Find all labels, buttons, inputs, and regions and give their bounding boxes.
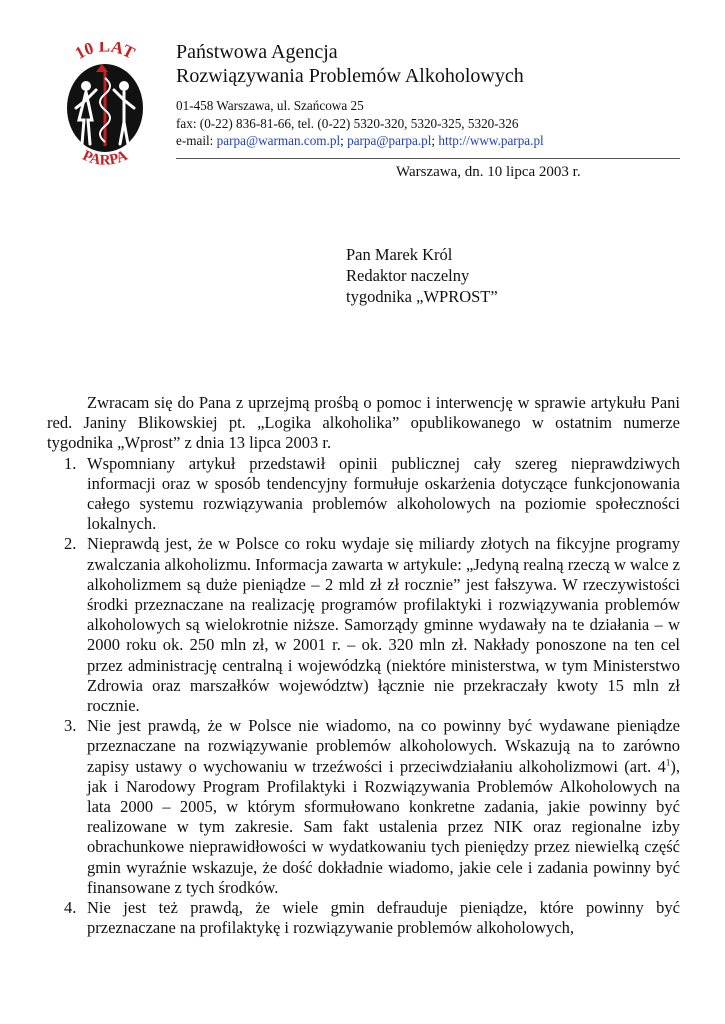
- addressee-block: [346, 244, 498, 307]
- item-number: 4.: [64, 898, 77, 918]
- addressee-publication: tygodnika „WPROST”: [346, 287, 498, 306]
- website-link[interactable]: http://www.parpa.pl: [438, 133, 544, 148]
- item-number: 1.: [64, 453, 77, 473]
- org-line-1: Państwowa Agencja: [176, 41, 338, 63]
- letter-date: Warszawa, dn. 10 lipca 2003 r.: [396, 164, 581, 180]
- item-number: 2.: [64, 534, 77, 554]
- logo-top-text: 10 LAT: [71, 42, 138, 63]
- address: 01-458 Warszawa, ul. Szańcowa 25: [176, 98, 364, 113]
- list-item: [47, 454, 680, 535]
- email-link-parpa[interactable]: parpa@parpa.pl: [347, 133, 432, 148]
- item-text-part-2: ), jak i Narodowy Program Profilaktyki i Rozwiązywania Problemów Alkoholowych na lata 2000 – 2005, w którym sformułowano konkretne zadania, jakie powinny być realizowane w tym zakresie. Sam fakt ustalenia przez NIK oraz regionalne izby obrachunkowe nieprawidłowości w wydatkowaniu tych pieniędzy przez niewielką część gmin wyraźnie wskazuje, że dość dokładnie wiadomo, jakie cele i zadania powinny być finansowane z tych środków.: [87, 756, 680, 897]
- header-divider: [176, 158, 680, 159]
- letter-body: [47, 393, 680, 938]
- email-separator-1: ;: [340, 133, 348, 148]
- contact-block: [176, 97, 544, 150]
- footnote-marker: 1: [665, 757, 671, 768]
- parpa-logo-graphic: [46, 42, 164, 166]
- item-text: Nie jest też prawdą, że wiele gmin defrauduje pieniądze, które powinny być przeznaczane na profilaktykę i rozwiązywanie problemów alkoholowych,: [87, 898, 680, 938]
- list-item: [47, 716, 680, 898]
- intro-paragraph: Zwracam się do Pana z uprzejmą prośbą o pomoc i interwencję w sprawie artykułu Pani red. Janiny Blikowskiej pt. „Logika alkoholika” opublikowanego w ostatnim numerze tygodnika „Wprost” z dnia 13 lipca 2003 r.: [47, 393, 680, 453]
- logo-bottom-text: PARPA: [79, 147, 130, 166]
- org-line-2: Rozwiązywania Problemów Alkoholowych: [176, 65, 524, 87]
- item-text: Nieprawdą jest, że w Polsce co roku wydaje się miliardy złotych na fikcyjne programy zwalczania alkoholizmu. Informacja zawarta w artykule: „Jedyną realną rzeczą w walce z alkoholizmem są duże pieniądze – 2 mld zł zł rocznie” jest fałszywa. W rzeczywistości środki przeznaczane na realizację programów profilaktyki i rozwiązywania problemów alkoholowych są wielokrotnie niższe. Samorządy gminne wydawały na te działania – w 2000 roku ok. 250 mln zł, w 2001 r. – ok. 320 mln zł. Nakłady ponoszone na ten cel przez administrację centralną i wojewódzką (niektóre ministerstwa, w tym Ministerstwo Zdrowia oraz marszałków województw) łącznie nie przekraczały kwoty 15 mln zł rocznie.: [87, 534, 680, 716]
- item-text: Wspomniany artykuł przedstawił opinii publicznej cały szereg nieprawdziwych informacji oraz w sposób tendencyjny formułuje oskarżenia dotyczące funkcjonowania całego systemu rozwiązywania problemów alkoholowych na poziomie społeczności lokalnych.: [87, 453, 680, 534]
- email-separator-2: ;: [431, 133, 439, 148]
- list-item: [47, 898, 680, 938]
- parpa-logo: [46, 42, 164, 166]
- email-link-warman[interactable]: parpa@warman.com.pl: [216, 133, 341, 148]
- item-number: 3.: [64, 716, 77, 736]
- email-prefix: e-mail:: [176, 133, 217, 148]
- organization-name: [176, 40, 524, 88]
- email-line: [176, 132, 544, 150]
- numbered-list: [47, 454, 680, 939]
- phones: fax: (0-22) 836-81-66, tel. (0-22) 5320-320, 5320-325, 5320-326: [176, 115, 519, 131]
- addressee-position: Redaktor naczelny: [346, 266, 470, 285]
- addressee-name: Pan Marek Król: [346, 245, 453, 264]
- list-item: [47, 534, 680, 716]
- item-text-part-1: Nie jest prawdą, że w Polsce nie wiadomo, na co powinny być wydawane pieniądze przeznaczane na rozwiązywanie problemów alkoholowych. Wskazują na to zarówno zapisy ustawy o wychowaniu w trzeźwości i przeciwdziałaniu alkoholizmowi (art. 4: [87, 716, 680, 776]
